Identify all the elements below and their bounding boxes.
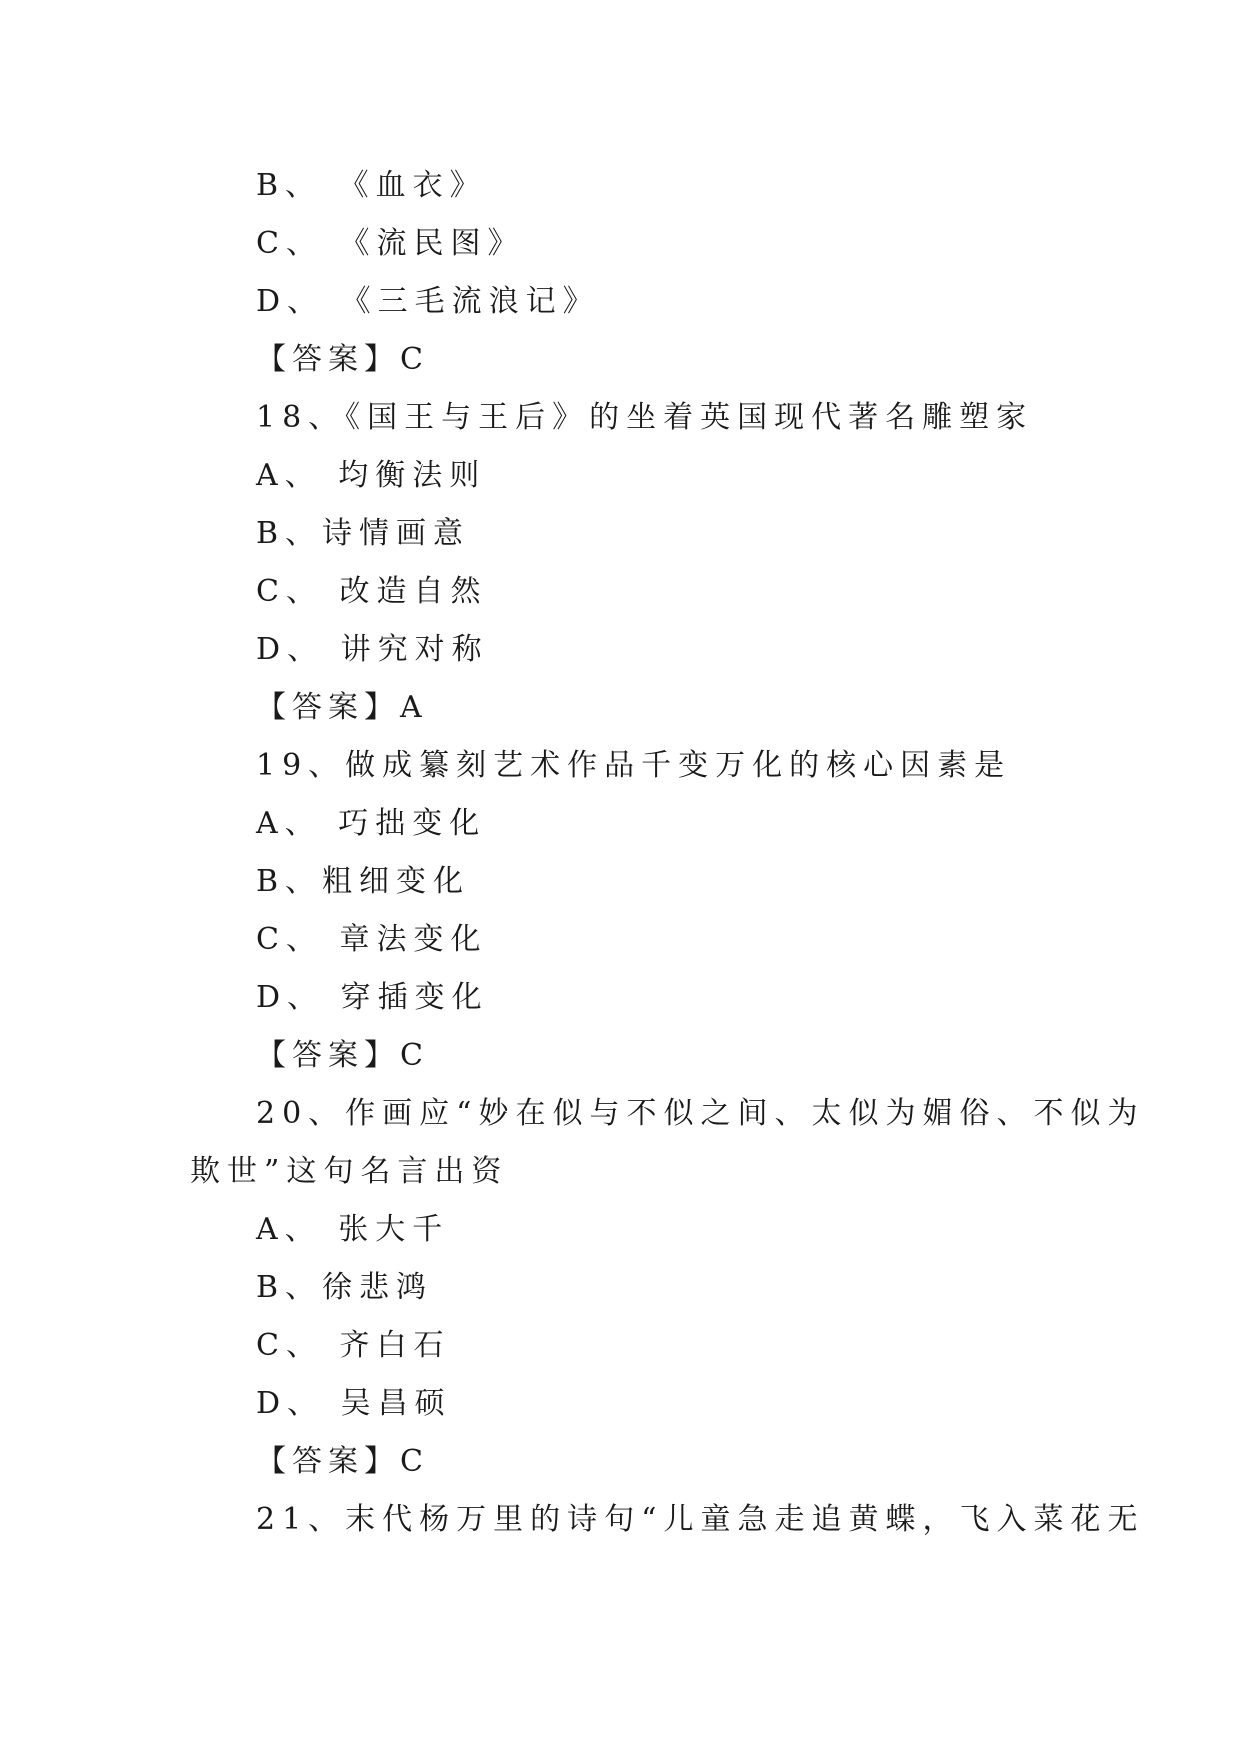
option-c-q17: C、 《流民图》 bbox=[256, 226, 525, 261]
answer-q20: 【答案】C bbox=[256, 1444, 429, 1479]
question-20-continued: 欺世”这句名言出资 bbox=[190, 1154, 509, 1189]
option-d-q18: D、 讲究对称 bbox=[256, 632, 489, 667]
answer-q18: 【答案】A bbox=[256, 690, 428, 725]
option-d-q17: D、 《三毛流浪记》 bbox=[256, 284, 600, 319]
option-b-q18: B、诗情画意 bbox=[256, 516, 471, 551]
question-19: 19、做成纂刻艺术作品千变万化的核心因素是 bbox=[256, 748, 1012, 783]
option-a-q18: A、 均衡法则 bbox=[256, 458, 487, 493]
option-c-q18: C、 改造自然 bbox=[256, 574, 488, 609]
question-18: 18、《国王与王后》的坐着英国现代著名雕塑家 bbox=[256, 400, 1034, 435]
answer-q17: 【答案】C bbox=[256, 342, 429, 377]
option-c-q20: C、 齐白石 bbox=[256, 1328, 451, 1363]
question-20: 20、作画应“妙在似与不似之间、太似为媚俗、不似为 bbox=[256, 1096, 1145, 1131]
option-b-q17: B、 《血衣》 bbox=[256, 168, 487, 203]
option-a-q20: A、 张大千 bbox=[256, 1212, 450, 1247]
option-a-q19: A、 巧拙变化 bbox=[256, 806, 487, 841]
option-b-q20: B、徐悲鸿 bbox=[256, 1270, 434, 1305]
option-d-q20: D、 吴昌硕 bbox=[256, 1386, 452, 1421]
question-21: 21、末代杨万里的诗句“儿童急走追黄蝶，飞入菜花无 bbox=[256, 1502, 1145, 1537]
option-d-q19: D、 穿插变化 bbox=[256, 980, 489, 1015]
option-c-q19: C、 章法变化 bbox=[256, 922, 488, 957]
answer-q19: 【答案】C bbox=[256, 1038, 429, 1073]
option-b-q19: B、粗细变化 bbox=[256, 864, 471, 899]
